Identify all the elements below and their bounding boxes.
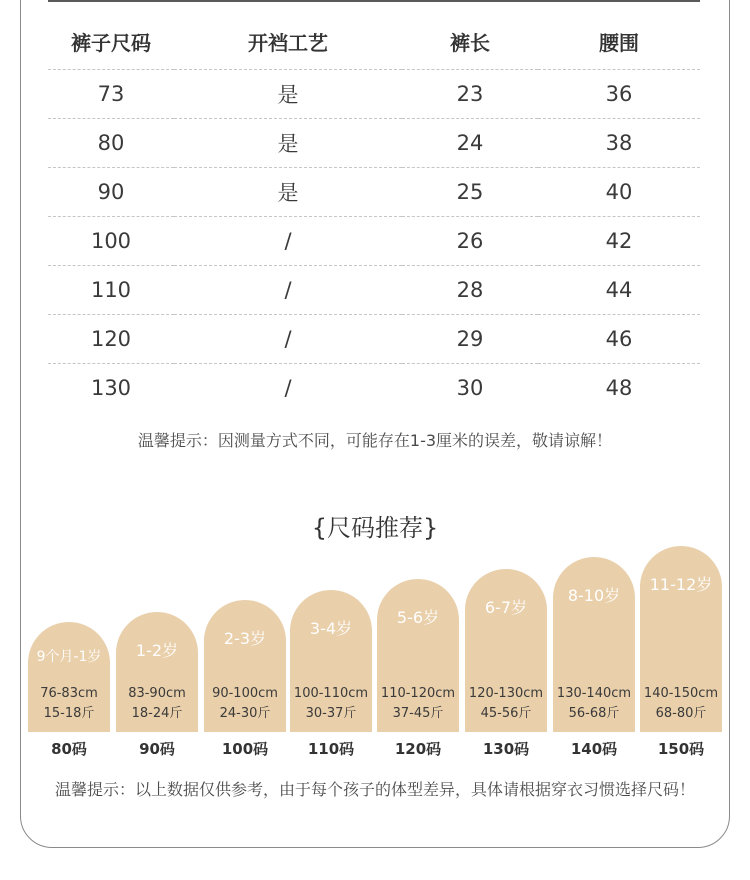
cell-size: 120 <box>48 315 174 364</box>
age-column <box>377 579 459 732</box>
age-label: 11-12岁 <box>649 575 713 594</box>
size-code: 80码 <box>51 740 87 758</box>
age-label: 6-7岁 <box>484 598 528 617</box>
cell-length: 29 <box>402 315 538 364</box>
age-column <box>465 569 547 732</box>
age-column <box>28 622 110 732</box>
measurement-block <box>640 684 722 724</box>
height-range: 83-90cm <box>128 686 186 701</box>
header-open-crotch: 开裆工艺 <box>248 30 328 55</box>
size-code: 150码 <box>657 740 705 758</box>
cell-waist: 44 <box>538 266 700 315</box>
header-pants-length: 裤长 <box>450 30 490 55</box>
age-column <box>640 546 722 732</box>
cell-waist: 42 <box>538 217 700 266</box>
age-label: 1-2岁 <box>135 641 179 660</box>
age-column <box>116 612 198 732</box>
cell-open-crotch: / <box>174 266 402 315</box>
weight-range: 56-68斤 <box>568 706 620 721</box>
size-code: 90码 <box>139 740 175 758</box>
age-label: 9个月-1岁 <box>36 649 102 665</box>
cell-size: 80 <box>48 119 174 168</box>
weight-range: 18-24斤 <box>131 706 183 721</box>
measurement-note: 温馨提示：因测量方式不同，可能存在1-3厘米的误差，敬请谅解！ <box>137 431 613 450</box>
height-range: 130-140cm <box>556 686 632 701</box>
cell-waist: 40 <box>538 168 700 217</box>
weight-range: 68-80斤 <box>655 706 707 721</box>
weight-range: 37-45斤 <box>392 706 444 721</box>
age-label: 8-10岁 <box>567 586 621 605</box>
age-label: 3-4岁 <box>309 619 353 638</box>
cell-size: 110 <box>48 266 174 315</box>
header-pants-size: 裤子尺码 <box>71 30 151 55</box>
measurement-block <box>204 684 286 724</box>
cell-size: 130 <box>48 364 174 413</box>
cell-open-crotch: / <box>174 217 402 266</box>
weight-range: 30-37斤 <box>305 706 357 721</box>
cell-open-crotch: / <box>174 315 402 364</box>
size-code: 120码 <box>394 740 442 758</box>
size-code: 110码 <box>307 740 355 758</box>
recommend-title: {尺码推荐} <box>311 514 439 542</box>
cell-waist: 38 <box>538 119 700 168</box>
cell-waist: 48 <box>538 364 700 413</box>
cell-waist: 36 <box>538 70 700 119</box>
age-column <box>290 590 372 732</box>
cell-open-crotch: 是 <box>174 70 402 119</box>
measurement-block <box>116 684 198 724</box>
cell-size: 90 <box>48 168 174 217</box>
size-code: 140码 <box>570 740 618 758</box>
height-range: 90-100cm <box>212 686 278 701</box>
header-waist: 腰围 <box>599 30 639 55</box>
reference-note: 温馨提示：以上数据仅供参考，由于每个孩子的体型差异，具体请根据穿衣习惯选择尺码！ <box>54 780 695 799</box>
height-range: 100-110cm <box>293 686 369 701</box>
cell-length: 28 <box>402 266 538 315</box>
cell-open-crotch: / <box>174 364 402 413</box>
cell-length: 24 <box>402 119 538 168</box>
size-code: 100码 <box>221 740 269 758</box>
age-label: 2-3岁 <box>223 629 267 648</box>
height-range: 140-150cm <box>643 686 719 701</box>
weight-range: 45-56斤 <box>480 706 532 721</box>
measurement-block <box>290 684 372 724</box>
measurement-block <box>465 684 547 724</box>
cell-open-crotch: 是 <box>174 119 402 168</box>
height-range: 120-130cm <box>468 686 544 701</box>
cell-waist: 46 <box>538 315 700 364</box>
height-range: 76-83cm <box>40 686 98 701</box>
cell-length: 26 <box>402 217 538 266</box>
cell-length: 23 <box>402 70 538 119</box>
size-code: 130码 <box>482 740 530 758</box>
cell-length: 30 <box>402 364 538 413</box>
cell-length: 25 <box>402 168 538 217</box>
age-label: 5-6岁 <box>396 608 440 627</box>
measurement-block <box>553 684 635 724</box>
age-column <box>204 600 286 732</box>
cell-size: 100 <box>48 217 174 266</box>
weight-range: 15-18斤 <box>43 706 95 721</box>
cell-open-crotch: 是 <box>174 168 402 217</box>
weight-range: 24-30斤 <box>219 706 271 721</box>
cell-size: 73 <box>48 70 174 119</box>
measurement-block <box>28 684 110 724</box>
measurement-block <box>377 684 459 724</box>
age-column <box>553 557 635 732</box>
height-range: 110-120cm <box>380 686 456 701</box>
